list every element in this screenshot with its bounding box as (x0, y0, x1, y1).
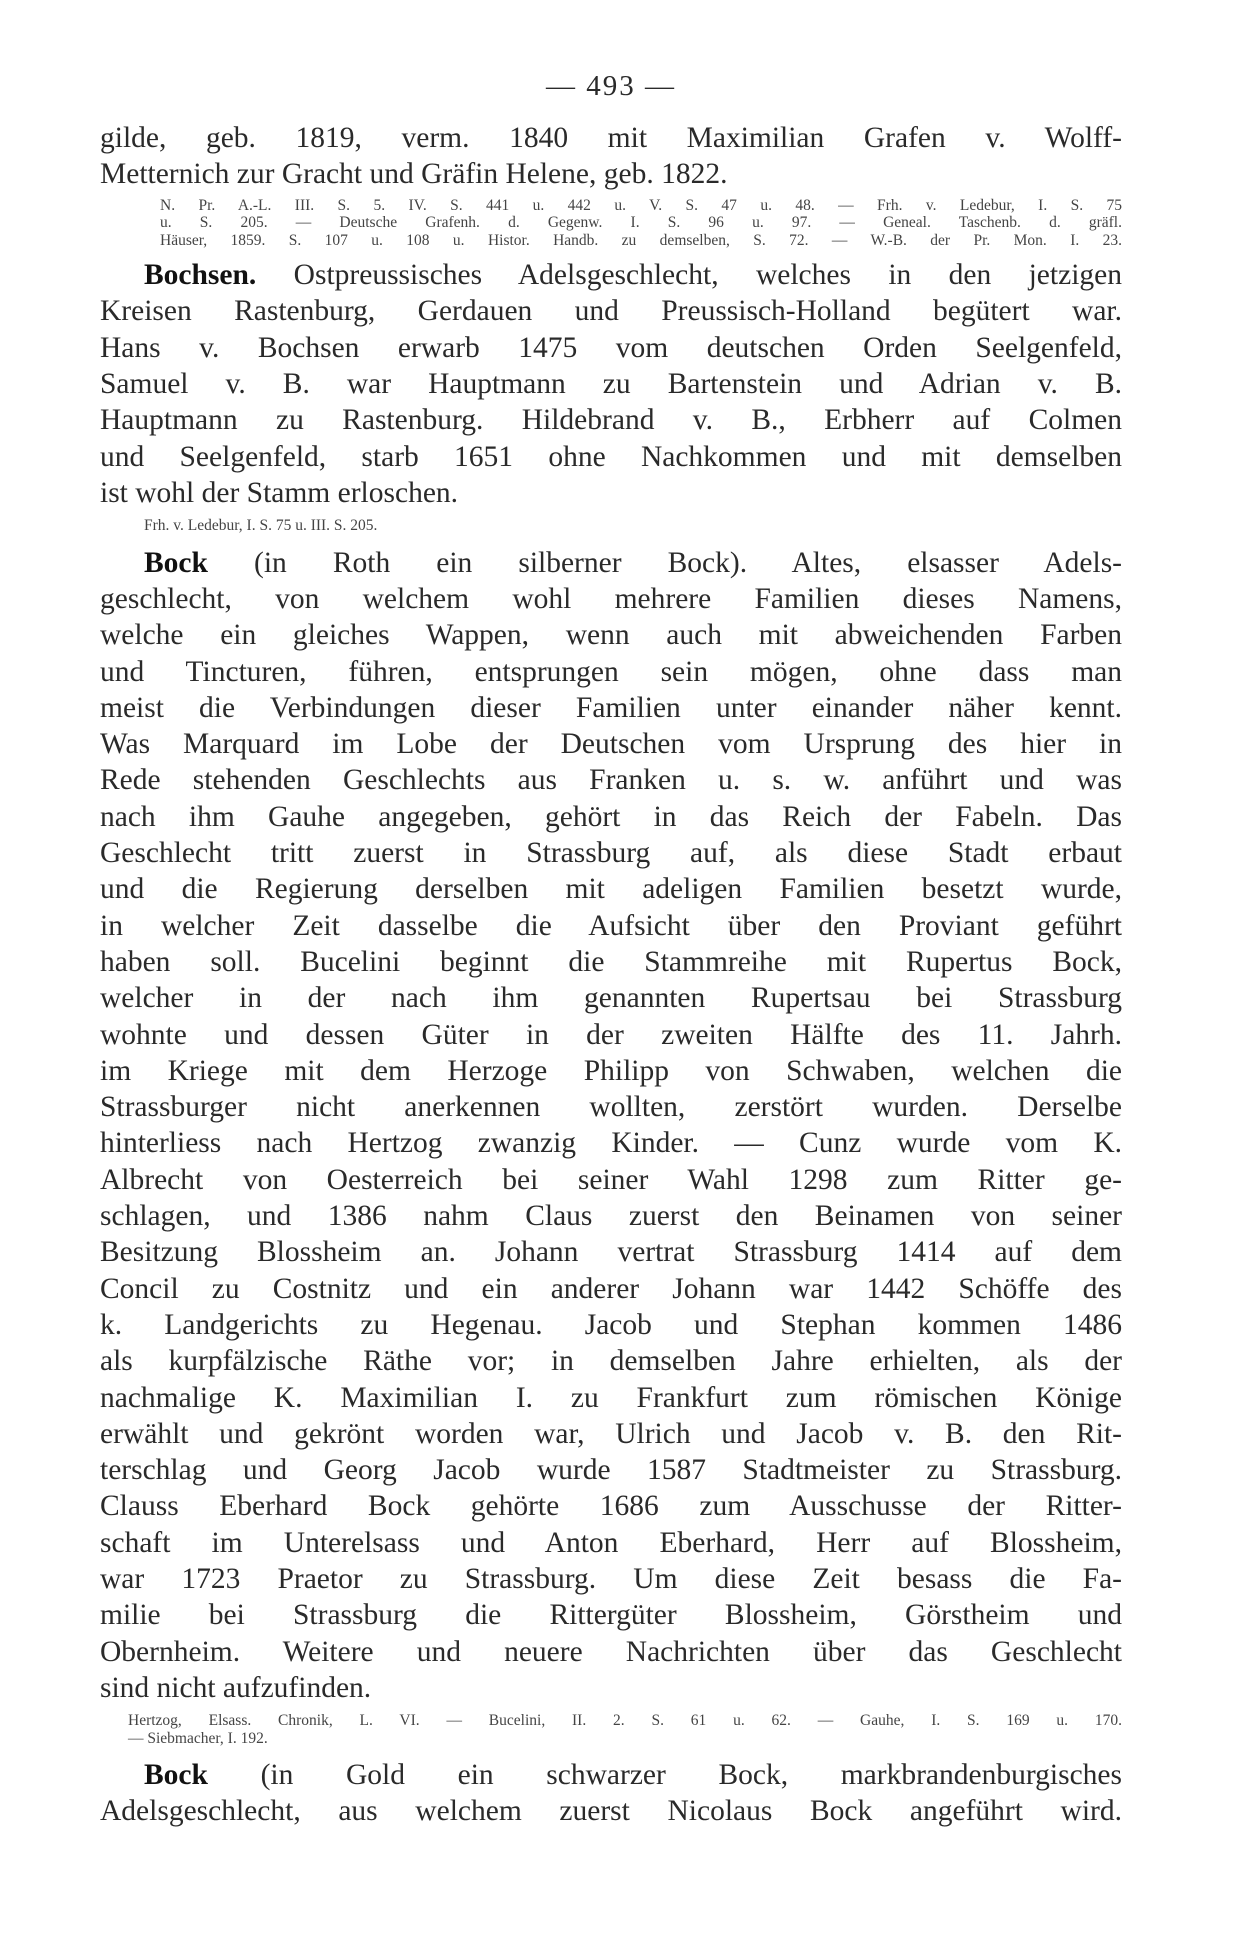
reference-line: Häuser, 1859. S. 107 u. 108 u. Histor. Handb. zu demselben, S. 72. — W.-B. der Pr. Mon. I. 23. (160, 231, 1122, 249)
reference-line: N. Pr. A.-L. III. S. 5. IV. S. 441 u. 442 u. V. S. 47 u. 48. — Frh. v. Ledebur, I. S. 75 (160, 196, 1122, 214)
text-line: Metternich zur Gracht und Gräfin Helene, geb. 1822. (100, 158, 728, 191)
text-line: Obernheim. Weitere und neuere Nachrichten über das Geschlecht (100, 1635, 1122, 1668)
text-line: Rede stehenden Geschlechts aus Franken u. s. w. anführt und was (100, 764, 1122, 797)
text-line: Geschlecht tritt zuerst in Strassburg auf, als diese Stadt erbaut (100, 837, 1122, 870)
text-line: im Kriege mit dem Herzoge Philipp von Schwaben, welchen die (100, 1054, 1122, 1087)
text-line: und Tincturen, führen, entsprungen sein mögen, ohne dass man (100, 655, 1122, 688)
reference-line: u. S. 205. — Deutsche Grafenh. d. Gegenw. I. S. 96 u. 97. — Geneal. Taschenb. d. gräfl. (160, 214, 1122, 232)
text-line: schlagen, und 1386 nahm Claus zuerst den Beinamen von seiner (100, 1200, 1122, 1233)
text-span: (in Gold ein schwarzer Bock, markbrandenburgisches (260, 1759, 1122, 1792)
text-line: als kurpfälzische Räthe vor; in demselben Jahre erhielten, als der (100, 1345, 1122, 1378)
text-line: erwählt und gekrönt worden war, Ulrich und Jacob v. B. den Rit- (100, 1417, 1122, 1450)
text-line: Strassburger nicht anerkennen wollten, zerstört wurden. Derselbe (100, 1091, 1122, 1124)
reference-line: — Siebmacher, I. 192. (128, 1729, 268, 1747)
text-span: (in Roth ein silberner Bock). Altes, elsasser Adels- (254, 546, 1123, 579)
text-line: Was Marquard im Lobe der Deutschen vom Ursprung des hier in (100, 728, 1122, 761)
page-number: — 493 — (546, 70, 676, 102)
text-span: Ostpreussisches Adelsgeschlecht, welches in den jetzigen (293, 259, 1122, 292)
text-line: ist wohl der Stamm erloschen. (100, 476, 459, 509)
text-line: und Seelgenfeld, starb 1651 ohne Nachkommen und mit demselben (100, 440, 1122, 473)
text-line: nach ihm Gauhe angegeben, gehört in das Reich der Fabeln. Das (100, 800, 1122, 833)
text-line: Clauss Eberhard Bock gehörte 1686 zum Ausschusse der Ritter- (100, 1490, 1122, 1523)
text-line: in welcher Zeit dasselbe die Aufsicht über den Proviant geführt (100, 909, 1122, 942)
text-line: geschlecht, von welchem wohl mehrere Familien dieses Namens, (100, 582, 1122, 615)
entry-bock-1 (100, 545, 1122, 1748)
entry-heading: Bock (144, 1759, 208, 1792)
text-line: Concil zu Costnitz und ein anderer Johann war 1442 Schöffe des (100, 1272, 1122, 1305)
text-line: Samuel v. B. war Hauptmann zu Bartenstein und Adrian v. B. (100, 367, 1122, 400)
text-line (100, 545, 1122, 581)
book-page (100, 70, 1122, 1830)
intro-paragraph (100, 120, 1122, 193)
references-block (100, 197, 1122, 250)
text-line: k. Landgerichts zu Hegenau. Jacob und Stephan kommen 1486 (100, 1308, 1122, 1341)
text-line: war 1723 Praetor zu Strassburg. Um diese Zeit besass die Fa- (100, 1562, 1122, 1595)
text-line: welcher in der nach ihm genannten Rupertsau bei Strassburg (100, 982, 1122, 1015)
entry-bochsen (100, 257, 1122, 535)
text-line: Hauptmann zu Rastenburg. Hildebrand v. B., Erbherr auf Colmen (100, 404, 1122, 437)
reference-line: Frh. v. Ledebur, I. S. 75 u. III. S. 205. (144, 517, 378, 535)
text-line: Kreisen Rastenburg, Gerdauen und Preussisch-Holland begütert war. (100, 295, 1122, 328)
entry-bock-2 (100, 1757, 1122, 1830)
text-line: schaft im Unterelsass und Anton Eberhard, Herr auf Blossheim, (100, 1526, 1122, 1559)
text-line: wohnte und dessen Güter in der zweiten Hälfte des 11. Jahrh. (100, 1018, 1122, 1051)
text-line: Hans v. Bochsen erwarb 1475 vom deutschen Orden Seelgenfeld, (100, 331, 1122, 364)
text-line: terschlag und Georg Jacob wurde 1587 Stadtmeister zu Strassburg. (100, 1454, 1122, 1487)
references-block (144, 517, 1122, 535)
text-line (100, 257, 1122, 293)
text-line: welche ein gleiches Wappen, wenn auch mit abweichenden Farben (100, 619, 1122, 652)
text-line: haben soll. Bucelini beginnt die Stammreihe mit Rupertus Bock, (100, 945, 1122, 978)
text-line: Besitzung Blossheim an. Johann vertrat Strassburg 1414 auf dem (100, 1236, 1122, 1269)
entry-heading: Bock (144, 546, 208, 579)
text-line: hinterliess nach Hertzog zwanzig Kinder. — Cunz wurde vom K. (100, 1127, 1122, 1160)
reference-line: Hertzog, Elsass. Chronik, L. VI. — Bucelini, II. 2. S. 61 u. 62. — Gauhe, I. S. 169 u. 170. (128, 1712, 1122, 1730)
text-line: Adelsgeschlecht, aus welchem zuerst Nicolaus Bock angeführt wird. (100, 1795, 1122, 1828)
text-line: sind nicht aufzufinden. (100, 1671, 372, 1704)
text-line: und die Regierung derselben mit adeligen Familien besetzt wurde, (100, 873, 1122, 906)
text-line (100, 1757, 1122, 1793)
references-block (128, 1712, 1122, 1747)
text-line: milie bei Strassburg die Rittergüter Blossheim, Görstheim und (100, 1599, 1122, 1632)
entry-heading: Bochsen. (144, 259, 257, 292)
text-line: gilde, geb. 1819, verm. 1840 mit Maximilian Grafen v. Wolff- (100, 122, 1122, 154)
text-line: Albrecht von Oesterreich bei seiner Wahl 1298 zum Ritter ge- (100, 1163, 1122, 1196)
text-line: nachmalige K. Maximilian I. zu Frankfurt zum römischen Könige (100, 1381, 1122, 1414)
text-line: meist die Verbindungen dieser Familien unter einander näher kennt. (100, 691, 1122, 724)
